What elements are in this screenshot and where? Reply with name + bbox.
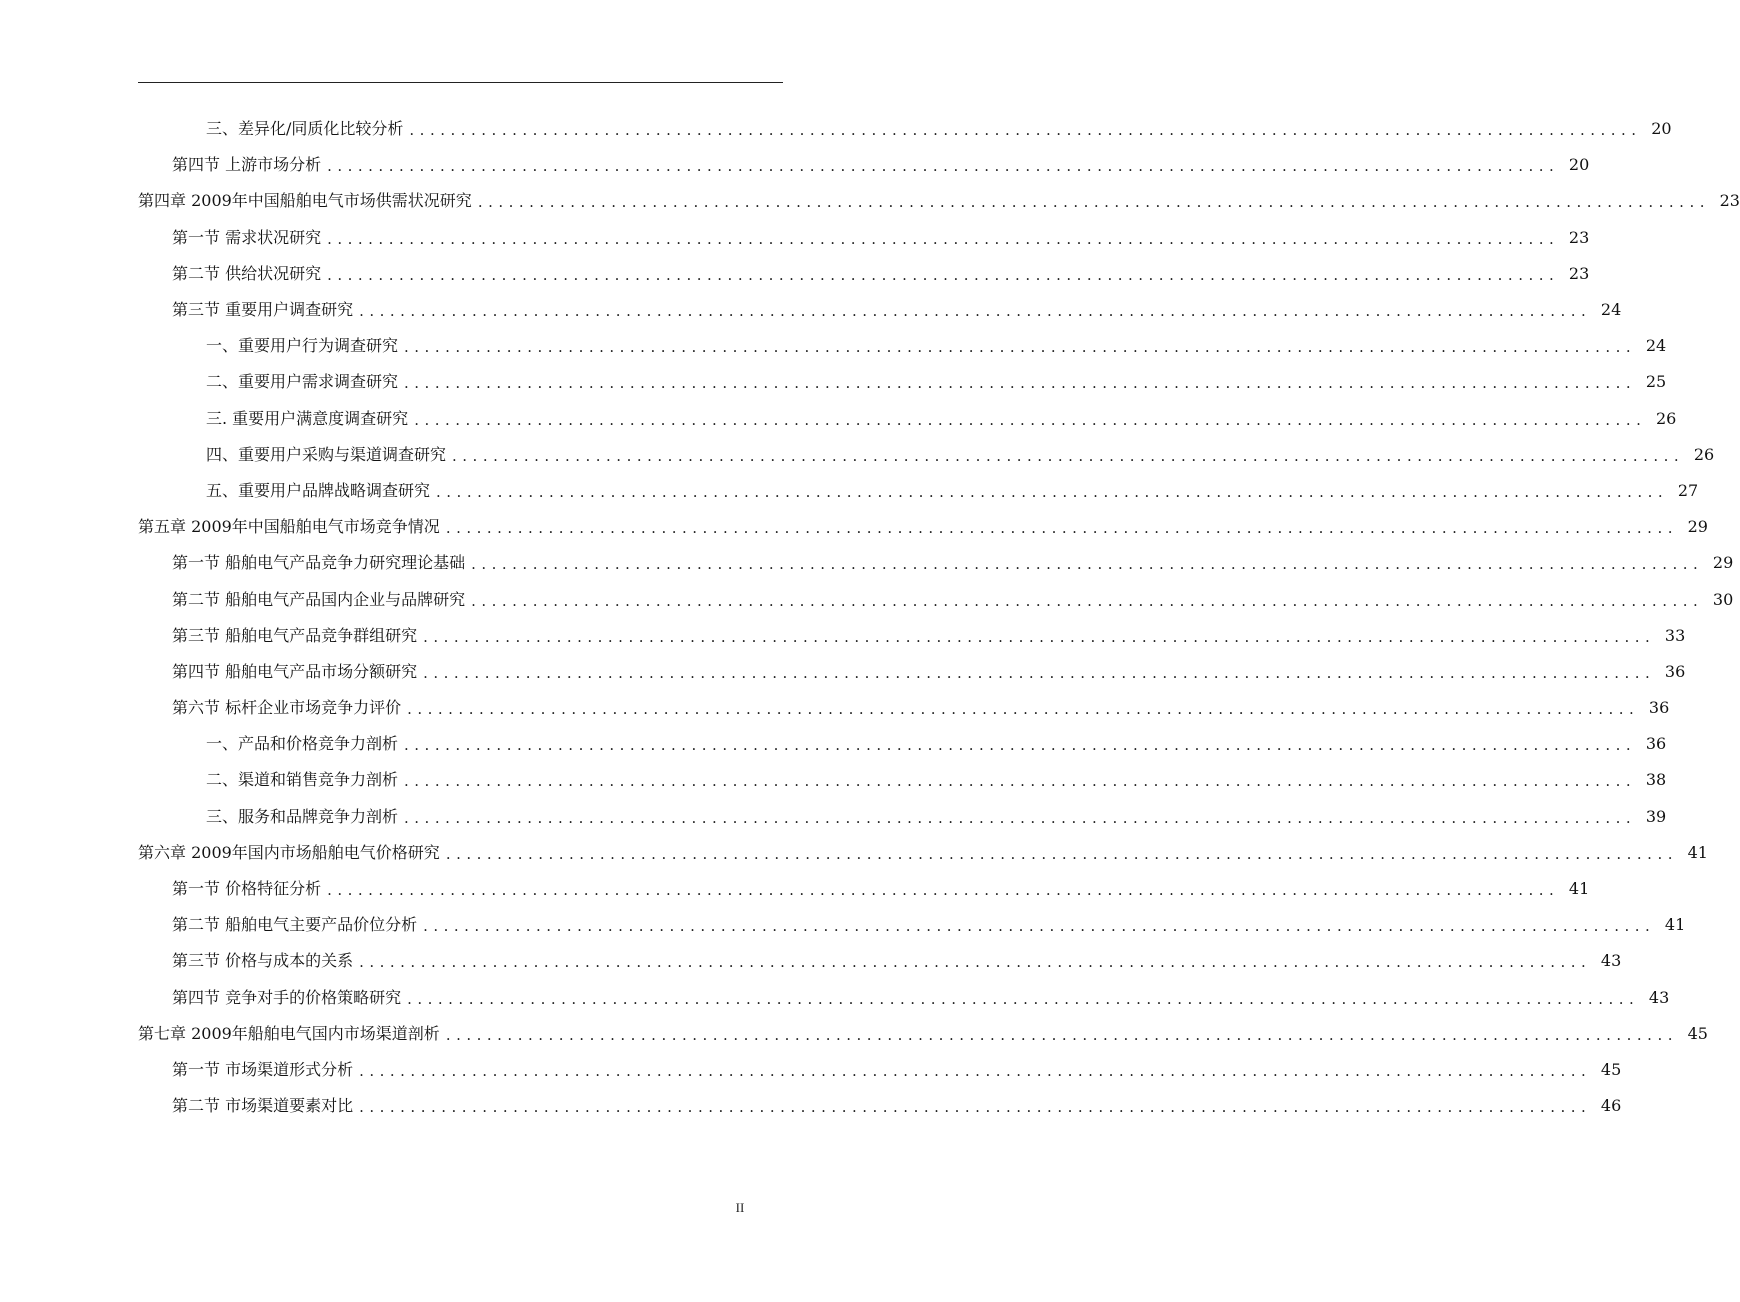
toc-entry[interactable] [0, 581, 1734, 617]
toc-entry[interactable] [0, 835, 1708, 871]
toc-entry-title: 第四节 船舶电气产品市场分额研究 [172, 661, 418, 681]
toc-leader-dots: ........................................................................................................................ [404, 338, 1637, 357]
toc-leader-dots: ........................................................................................................................ [436, 482, 1669, 501]
toc-entry-title: 第一节 价格特征分析 [172, 879, 322, 899]
toc-entry-title: 三. 重要用户满意度调查研究 [206, 408, 409, 428]
toc-entry-page: 25 [1645, 372, 1667, 392]
toc-entry-title: 第七章 2009年船舶电气国内市场渠道剖析 [138, 1023, 440, 1043]
header-rule [138, 82, 783, 83]
toc-entry[interactable] [0, 509, 1708, 545]
toc-entry-title: 第四章 2009年中国船舶电气市场供需状况研究 [138, 191, 472, 211]
toc-entry-page: 23 [1568, 263, 1590, 283]
toc-entry-title: 第二节 市场渠道要素对比 [172, 1096, 354, 1116]
toc-entry[interactable] [0, 220, 1590, 256]
toc-entry-page: 43 [1648, 987, 1670, 1007]
toc-entry[interactable] [0, 1052, 1622, 1088]
toc-leader-dots: ........................................................................................................................ [359, 302, 1592, 321]
toc-entry-page: 45 [1600, 1059, 1622, 1079]
toc-leader-dots: ........................................................................................................................ [452, 446, 1685, 465]
toc-entry[interactable] [0, 726, 1667, 762]
toc-leader-dots: ........................................................................................................................ [423, 627, 1656, 646]
toc-leader-dots: ........................................................................................................................ [471, 555, 1704, 574]
toc-entry-page: 39 [1645, 806, 1667, 826]
toc-leader-dots: ........................................................................................................................ [359, 953, 1592, 972]
toc-entry-page: 46 [1600, 1096, 1622, 1116]
table-of-contents [0, 111, 1740, 1124]
toc-leader-dots: ........................................................................................................................ [327, 157, 1560, 176]
toc-entry[interactable] [0, 545, 1734, 581]
toc-entry[interactable] [0, 1088, 1622, 1124]
toc-entry[interactable] [0, 111, 1672, 147]
toc-entry-page: 43 [1600, 951, 1622, 971]
toc-leader-dots: ........................................................................................................................ [359, 1061, 1592, 1080]
toc-leader-dots: ........................................................................................................................ [327, 265, 1560, 284]
toc-entry-page: 29 [1687, 517, 1708, 537]
toc-entry-title: 第三节 重要用户调查研究 [172, 300, 354, 320]
toc-entry[interactable] [0, 1016, 1708, 1052]
toc-leader-dots: ........................................................................................................................ [445, 1025, 1678, 1044]
toc-entry-title: 三、差异化/同质化比较分析 [206, 119, 404, 139]
toc-entry-page: 41 [1687, 842, 1708, 862]
toc-entry-page: 27 [1677, 480, 1699, 500]
toc-entry[interactable] [0, 147, 1590, 183]
toc-leader-dots: ........................................................................................................................ [404, 374, 1637, 393]
toc-entry-page: 33 [1664, 625, 1686, 645]
toc-entry-page: 23 [1568, 227, 1590, 247]
toc-entry-title: 第二节 船舶电气产品国内企业与品牌研究 [172, 589, 466, 609]
toc-entry[interactable] [0, 654, 1686, 690]
toc-entry-title: 第四节 竞争对手的价格策略研究 [172, 987, 402, 1007]
toc-entry-title: 第四节 上游市场分析 [172, 155, 322, 175]
toc-entry[interactable] [0, 437, 1715, 473]
toc-entry[interactable] [0, 762, 1667, 798]
toc-entry-title: 一、产品和价格竞争力剖析 [206, 734, 399, 754]
toc-leader-dots: ........................................................................................................................ [477, 193, 1710, 212]
toc-entry[interactable] [0, 364, 1667, 400]
toc-entry-title: 二、渠道和销售竞争力剖析 [206, 770, 399, 790]
toc-entry-title: 四、重要用户采购与渠道调查研究 [206, 444, 447, 464]
toc-entry[interactable] [0, 907, 1686, 943]
toc-entry-title: 第五章 2009年中国船舶电气市场竞争情况 [138, 517, 440, 537]
toc-entry-title: 二、重要用户需求调查研究 [206, 372, 399, 392]
toc-leader-dots: ........................................................................................................................ [404, 736, 1637, 755]
toc-entry[interactable] [0, 943, 1622, 979]
toc-entry-page: 41 [1568, 879, 1590, 899]
toc-leader-dots: ........................................................................................................................ [327, 229, 1560, 248]
toc-entry-page: 20 [1568, 155, 1590, 175]
toc-leader-dots: ........................................................................................................................ [471, 591, 1704, 610]
toc-entry-title: 三、服务和品牌竞争力剖析 [206, 806, 399, 826]
toc-entry[interactable] [0, 473, 1699, 509]
toc-entry[interactable] [0, 328, 1667, 364]
toc-entry-title: 第一节 市场渠道形式分析 [172, 1059, 354, 1079]
toc-entry[interactable] [0, 980, 1670, 1016]
toc-entry-page: 36 [1664, 661, 1686, 681]
toc-entry-page: 38 [1645, 770, 1667, 790]
toc-entry-title: 第一节 需求状况研究 [172, 227, 322, 247]
toc-entry-page: 36 [1645, 734, 1667, 754]
toc-entry-title: 第一节 船舶电气产品竞争力研究理论基础 [172, 553, 466, 573]
toc-entry[interactable] [0, 871, 1590, 907]
toc-leader-dots: ........................................................................................................................ [404, 808, 1637, 827]
toc-leader-dots: ........................................................................................................................ [423, 917, 1656, 936]
toc-leader-dots: ........................................................................................................................ [327, 881, 1560, 900]
toc-entry-title: 一、重要用户行为调查研究 [206, 336, 399, 356]
toc-entry-page: 24 [1645, 336, 1667, 356]
toc-entry-page: 20 [1651, 119, 1672, 139]
toc-entry-page: 24 [1600, 300, 1622, 320]
toc-leader-dots: ........................................................................................................................ [445, 519, 1678, 538]
toc-entry-page: 45 [1687, 1023, 1708, 1043]
toc-leader-dots: ........................................................................................................................ [404, 772, 1637, 791]
toc-entry-page: 41 [1664, 915, 1686, 935]
toc-entry-page: 23 [1719, 191, 1740, 211]
toc-leader-dots: ........................................................................................................................ [414, 410, 1647, 429]
toc-entry-title: 第三节 船舶电气产品竞争群组研究 [172, 625, 418, 645]
toc-entry[interactable] [0, 183, 1740, 219]
toc-leader-dots: ........................................................................................................................ [407, 989, 1640, 1008]
toc-entry-title: 五、重要用户品牌战略调查研究 [206, 480, 431, 500]
toc-entry-title: 第六节 标杆企业市场竞争力评价 [172, 698, 402, 718]
page-number: II [735, 1200, 745, 1215]
toc-leader-dots: ........................................................................................................................ [359, 1098, 1592, 1117]
toc-entry-title: 第六章 2009年国内市场船舶电气价格研究 [138, 842, 440, 862]
toc-entry-page: 30 [1712, 589, 1734, 609]
toc-entry-page: 29 [1712, 553, 1734, 573]
toc-leader-dots: ........................................................................................................................ [407, 700, 1640, 719]
toc-entry[interactable] [0, 799, 1667, 835]
toc-entry-title: 第二节 供给状况研究 [172, 263, 322, 283]
toc-entry-title: 第二节 船舶电气主要产品价位分析 [172, 915, 418, 935]
toc-entry-page: 26 [1656, 408, 1677, 428]
toc-leader-dots: ........................................................................................................................ [423, 663, 1656, 682]
toc-entry[interactable] [0, 690, 1670, 726]
toc-entry-title: 第三节 价格与成本的关系 [172, 951, 354, 971]
toc-leader-dots: ........................................................................................................................ [445, 844, 1678, 863]
toc-entry-page: 36 [1648, 698, 1670, 718]
toc-entry[interactable] [0, 618, 1686, 654]
toc-entry[interactable] [0, 256, 1590, 292]
toc-entry[interactable] [0, 401, 1677, 437]
toc-leader-dots: ........................................................................................................................ [409, 121, 1642, 140]
toc-entry-page: 26 [1693, 444, 1715, 464]
toc-entry[interactable] [0, 292, 1622, 328]
